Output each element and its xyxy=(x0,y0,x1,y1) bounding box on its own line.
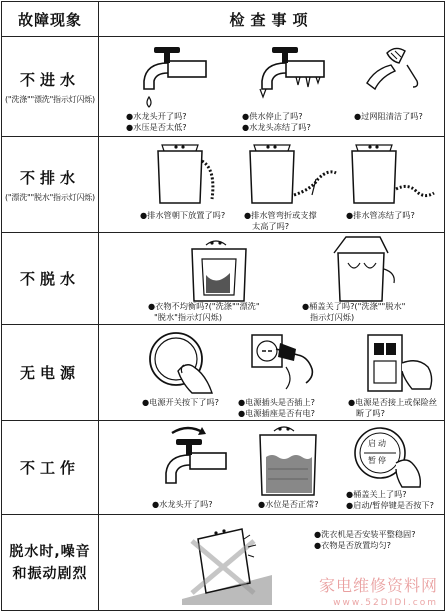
check-line: ●启动/暂停键是否按下? xyxy=(346,500,434,510)
fault-name: 不工作 xyxy=(19,459,80,477)
watermark-url: www.52DIDI.com xyxy=(333,598,438,608)
check-column-header: 检查事项 xyxy=(229,10,314,29)
check-line: ●桶盖关了吗?("洗涤""脱水" xyxy=(302,301,406,311)
check-line: "脱水"指示灯闪烁) xyxy=(154,312,223,322)
fault-row-no-water-inlet xyxy=(2,37,444,136)
check-line: 太高了吗? xyxy=(252,221,290,231)
check-text xyxy=(238,397,315,419)
check-line: ●水位是否正常? xyxy=(258,499,319,509)
fault-column-header: 故障现象 xyxy=(17,10,82,29)
check-line: ●供水停止了吗? xyxy=(242,111,303,121)
check-line: ●电源插头是否插上? xyxy=(238,397,315,407)
faucet-ice-icon xyxy=(224,41,334,109)
check-line: 指示灯闪烁) xyxy=(310,312,355,322)
check-line: ●排水管冻结了吗? xyxy=(346,210,415,220)
washer-open-icon xyxy=(324,233,404,303)
fault-row-no-power xyxy=(2,325,444,420)
watermark-text: 家电维修资料网 xyxy=(318,576,438,595)
check-text xyxy=(148,301,260,323)
fault-cell xyxy=(2,325,98,420)
check-line: ●水龙头开了吗? xyxy=(152,499,213,509)
fault-name: 不脱水 xyxy=(19,270,80,288)
water-tub-icon xyxy=(250,423,330,497)
start-pause-button-icon xyxy=(346,423,436,489)
tilted-washer-icon xyxy=(162,519,282,605)
check-text xyxy=(126,111,187,133)
start-label: 启动 xyxy=(368,439,388,448)
check-line: ●衣物不均衡吗?("洗涤""漂洗" xyxy=(148,301,260,311)
check-line: ●水压是否太低? xyxy=(126,122,187,132)
breaker-icon xyxy=(362,327,438,397)
faucet-icon xyxy=(132,423,232,495)
troubleshooting-table xyxy=(1,1,445,611)
check-line: ●排水管朝下放置了吗? xyxy=(140,210,226,220)
check-text xyxy=(142,397,219,408)
check-text xyxy=(140,210,225,221)
check-line: ●桶盖关上了吗? xyxy=(346,489,407,499)
power-button-icon xyxy=(142,327,222,397)
check-line: ●水龙头冻结了吗? xyxy=(242,122,311,132)
fault-note: ("洗涤""漂洗"指示灯闪烁) xyxy=(5,94,95,104)
fault-cell xyxy=(2,137,98,232)
check-text xyxy=(152,499,213,510)
check-text xyxy=(314,529,416,551)
fault-name: 不进水 xyxy=(19,70,80,89)
check-text xyxy=(354,111,423,122)
check-text xyxy=(346,489,434,511)
fault-cell xyxy=(2,421,98,514)
washer-hose-icon xyxy=(120,139,220,209)
check-line: ●水龙头开了吗? xyxy=(126,111,187,121)
fault-name: 无电源 xyxy=(19,364,80,382)
plug-socket-icon xyxy=(246,327,326,393)
check-text xyxy=(346,210,415,221)
fault-cell xyxy=(2,515,98,610)
check-line: ●排水管弯折或支撑 xyxy=(244,210,317,220)
check-text xyxy=(258,499,319,510)
check-line: ●电源开关按下了吗? xyxy=(142,397,219,407)
pause-label: 暂停 xyxy=(368,456,388,465)
fault-name: 脱水时,噪音 和振动剧烈 xyxy=(9,543,91,582)
check-line: ●过网阻清洁了吗? xyxy=(354,111,423,121)
fault-cell xyxy=(2,37,98,136)
check-text xyxy=(348,397,437,419)
washer-hose-icon xyxy=(238,139,342,209)
fault-cell xyxy=(2,233,98,324)
check-line: ●洗衣机是否安装平整稳固? xyxy=(314,529,416,539)
check-line: ●电源是否接上或保险丝 xyxy=(348,397,438,407)
table-grid xyxy=(2,2,444,610)
washer-hose-icon xyxy=(342,139,442,209)
check-line: ●衣物是否放置均匀? xyxy=(314,540,391,550)
filter-clean-icon xyxy=(347,41,439,101)
fault-row-no-drain xyxy=(2,137,444,232)
fault-row-not-working xyxy=(2,421,444,514)
fault-row-no-spin xyxy=(2,233,444,324)
check-text xyxy=(242,111,311,133)
check-text xyxy=(302,301,405,323)
washer-open-icon xyxy=(182,235,262,303)
fault-note: ("漂洗""脱水"指示灯闪烁) xyxy=(5,192,95,202)
check-line: ●电源插座是否有电? xyxy=(238,408,315,418)
fault-name: 不排水 xyxy=(19,168,80,187)
check-line: 断了吗? xyxy=(356,408,385,418)
check-text xyxy=(244,210,317,232)
faucet-icon xyxy=(106,41,216,109)
